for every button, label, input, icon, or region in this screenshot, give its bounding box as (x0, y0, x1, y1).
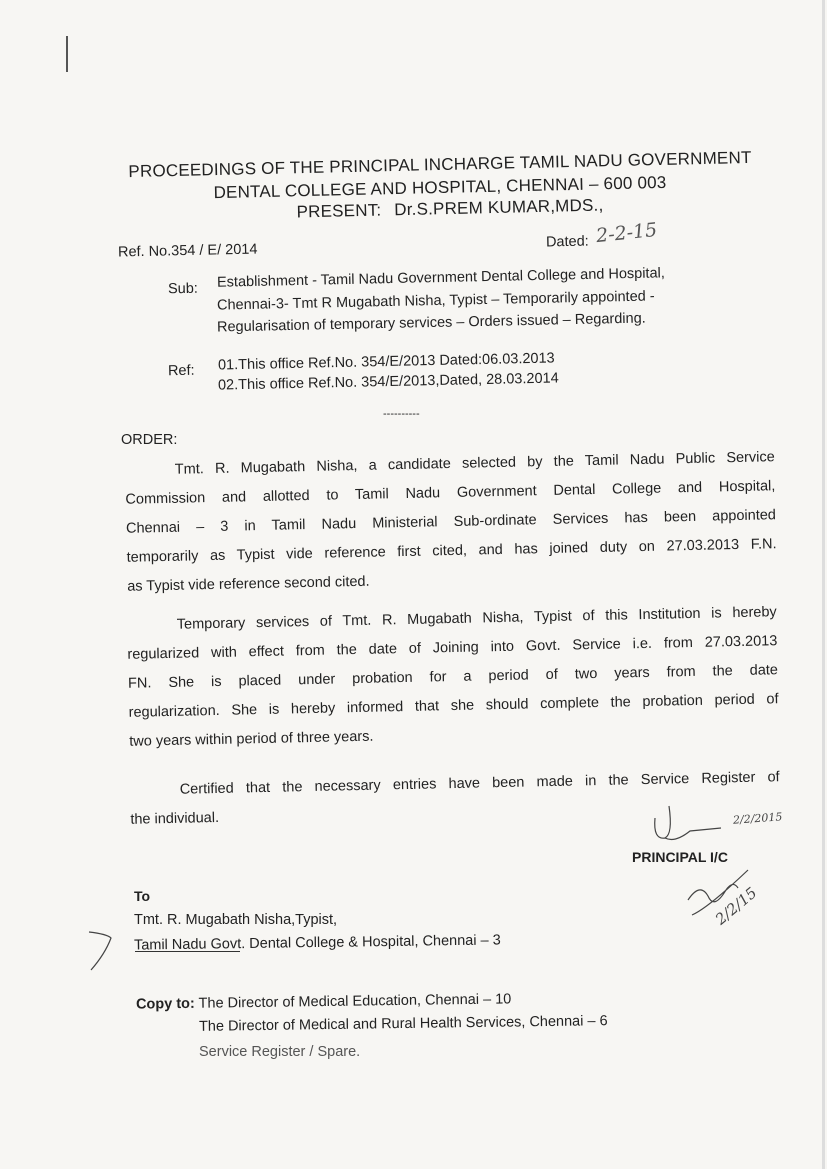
copy-line-3: Service Register / Spare. (199, 1044, 361, 1060)
principal-signature (645, 798, 725, 848)
dated-handwritten: 2-2-15 (595, 218, 659, 248)
scan-artifact (66, 36, 68, 72)
to-line-1: Tmt. R. Mugabath Nisha,Typist, (134, 912, 338, 928)
order-title: ORDER: (121, 432, 178, 448)
refs-line-1: 01.This office Ref.No. 354/E/2013 Dated:06.03.2013 (217, 350, 555, 374)
para1-line: as Typist vide reference second cited. (127, 573, 370, 595)
to-label: To (134, 888, 151, 904)
order-paragraph-2 (127, 598, 780, 757)
copy-to-block (136, 991, 511, 1012)
para2-line: regularized with effect from the date of Joining into Govt. Service i.e. from 27.03.2013 (127, 633, 778, 663)
to-line-2: Tamil Nadu Govt. Dental College & Hospital, Chennai – 3 (133, 932, 501, 954)
para1-line: temporarily as Typist vide reference first cited, and has joined duty on 27.03.2013 F.N. (126, 536, 777, 566)
para2-line: regularization. She is hereby informed that she should complete the probation period of (128, 691, 779, 721)
subject-label: Sub: (167, 280, 199, 298)
header-line-1: PROCEEDINGS OF THE PRINCIPAL INCHARGE TAMIL NADU GOVERNMENT (128, 147, 752, 182)
initials-date: 2/2/15 (711, 883, 761, 929)
para1-line: Commission and allotted to Tamil Nadu Government Dental College and Hospital, (125, 478, 776, 508)
refs-line-2: 02.This office Ref.No. 354/E/2013,Dated, 28.03.2014 (217, 370, 559, 394)
margin-mark (87, 928, 117, 973)
copy-to-label: Copy to: (135, 995, 195, 1013)
scan-edge (822, 0, 825, 1169)
subject-line-1: Establishment - Tamil Nadu Government Dental College and Hospital, (216, 265, 665, 291)
para2-line: Temporary services of Tmt. R. Mugabath Nisha, Typist of this Institution is hereby (176, 604, 777, 633)
para2-line: two years within period of three years. (129, 728, 374, 750)
copy-line-1: The Director of Medical Education, Chennai – 10 (198, 991, 512, 1012)
subject-line-3: Regularisation of temporary services – Orders issued – Regarding. (216, 310, 646, 336)
underline (135, 951, 240, 952)
header-line-2: DENTAL COLLEGE AND HOSPITAL, CHENNAI – 600 003 (213, 172, 667, 203)
separator: ---------- (383, 408, 420, 420)
ref-number: Ref. No.354 / E/ 2014 (117, 241, 258, 261)
principal-title: PRINCIPAL I/C (632, 849, 728, 865)
refs-label: Ref: (167, 362, 195, 380)
present-name: Dr.S.PREM KUMAR,MDS., (394, 195, 604, 220)
para2-line: FN. She is placed under probation for a period of two years from the date (127, 662, 779, 692)
order-paragraph-1 (125, 443, 778, 602)
para3-line: Certified that the necessary entries have been made in the Service Register of (179, 769, 780, 798)
para3-line: the individual. (130, 809, 220, 828)
copy-line-2: The Director of Medical and Rural Health Services, Chennai – 6 (198, 1013, 608, 1035)
para1-line: Chennai – 3 in Tamil Nadu Ministerial Sub-ordinate Services has been appointed (125, 507, 777, 537)
subject-line-2: Chennai-3- Tmt R Mugabath Nisha, Typist – Temporarily appointed - (216, 288, 655, 314)
present-label: PRESENT: (296, 200, 382, 222)
para1-line: Tmt. R. Mugabath Nisha, a candidate selected by the Tamil Nadu Public Service (174, 449, 775, 478)
dated-label: Dated: (545, 233, 589, 251)
signature-date: 2/2/2015 (732, 810, 783, 827)
